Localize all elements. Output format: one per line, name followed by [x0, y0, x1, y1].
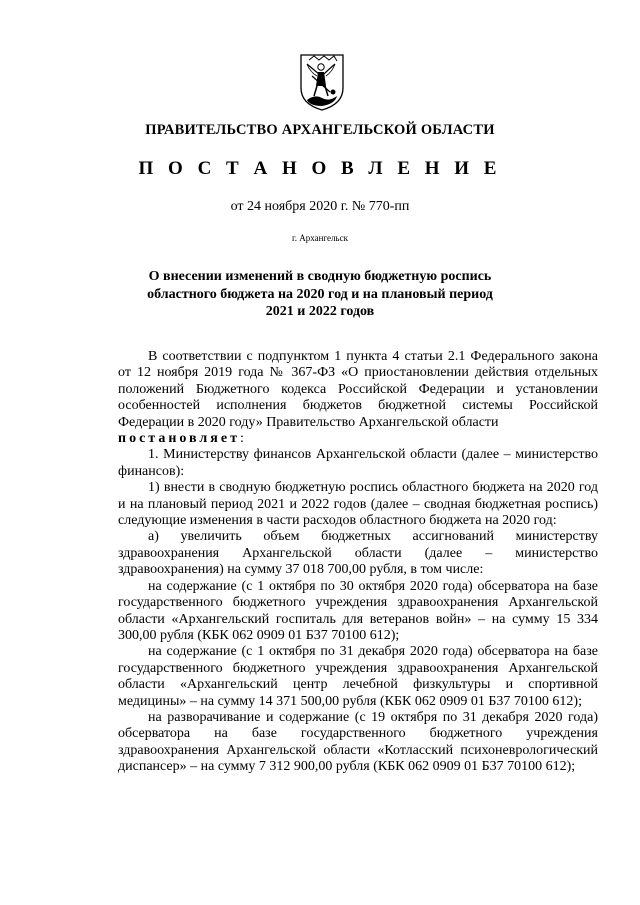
paragraph-observatory-2: на содержание (с 1 октября по 31 декабря 2020 года) обсерватора на базе государственного бюджетного учреждения здравоохранения Архангельской области «Архангельский центр лечебной физкультуры и спортивной медицины» – на сумму 14 371 500,00 рубля (КБК 062 0909 01 Б37 70100 612); [118, 644, 598, 709]
document-subject [100, 268, 540, 321]
paragraph-item-a: а) увеличить объем бюджетных ассигнований министерству здравоохранения Архангельской области (далее – министерство здравоохранения) на сумму 37 018 700,00 рубля, в том числе: [118, 529, 598, 578]
government-name: ПРАВИТЕЛЬСТВО АРХАНГЕЛЬСКОЙ ОБЛАСТИ [145, 122, 495, 138]
document-type: П О С Т А Н О В Л Е Н И Е [138, 158, 502, 179]
paragraph-observatory-1: на содержание (с 1 октября по 30 октября 2020 года) обсерватора на базе государственного бюджетного учреждения здравоохранения Архангельской области «Архангельский госпиталь для ветеранов войн» – на сумму 15 334 300,00 рубля (КБК 062 0909 01 Б37 70100 612); [118, 578, 598, 643]
paragraph-observatory-3: на разворачивание и содержание (с 19 октября по 31 декабря 2020 года) обсерватора на базе государственного бюджетного учреждения здравоохранения Архангельской области «Котласский психоневрологический диспансер» – на сумму 7 312 900,00 рубля (КБК 062 0909 01 Б37 70100 612); [118, 709, 598, 775]
preamble-text: В соответствии с подпунктом 1 пункта 4 статьи 2.1 Федерального закона от 12 ноября 2019 года № 367-ФЗ «О приостановлении действия отдельных положений Бюджетного кодекса Российской Федерации и установлении особенностей исполнения бюджетов бюджетной системы Российской Федерации в 2020 году» Правительство Архангельской области [118, 349, 598, 430]
subject-line: 2021 и 2022 годов [265, 304, 375, 319]
coat-of-arms-emblem [297, 52, 347, 112]
paragraph-preamble [118, 349, 598, 447]
date-and-number: от 24 ноября 2020 г. № 770-пп [230, 199, 410, 214]
city-name: г. Архангельск [292, 233, 348, 243]
paragraph-item-1-1: 1) внести в сводную бюджетную роспись областного бюджета на 2020 год и на плановый период 2021 и 2022 годов (далее – сводная бюджетная роспись) следующие изменения в части расходов областного бюджета на 2020 год: [118, 480, 598, 529]
document-body [118, 349, 598, 776]
decree-word: постановляет [118, 431, 240, 447]
decree-colon: : [239, 431, 244, 447]
paragraph-item-1: 1. Министерству финансов Архангельской области (далее – министерство финансов): [118, 447, 598, 479]
subject-line: областного бюджета на 2020 год и на плановый период [147, 286, 493, 302]
subject-line: О внесении изменений в сводную бюджетную роспись [148, 269, 492, 284]
